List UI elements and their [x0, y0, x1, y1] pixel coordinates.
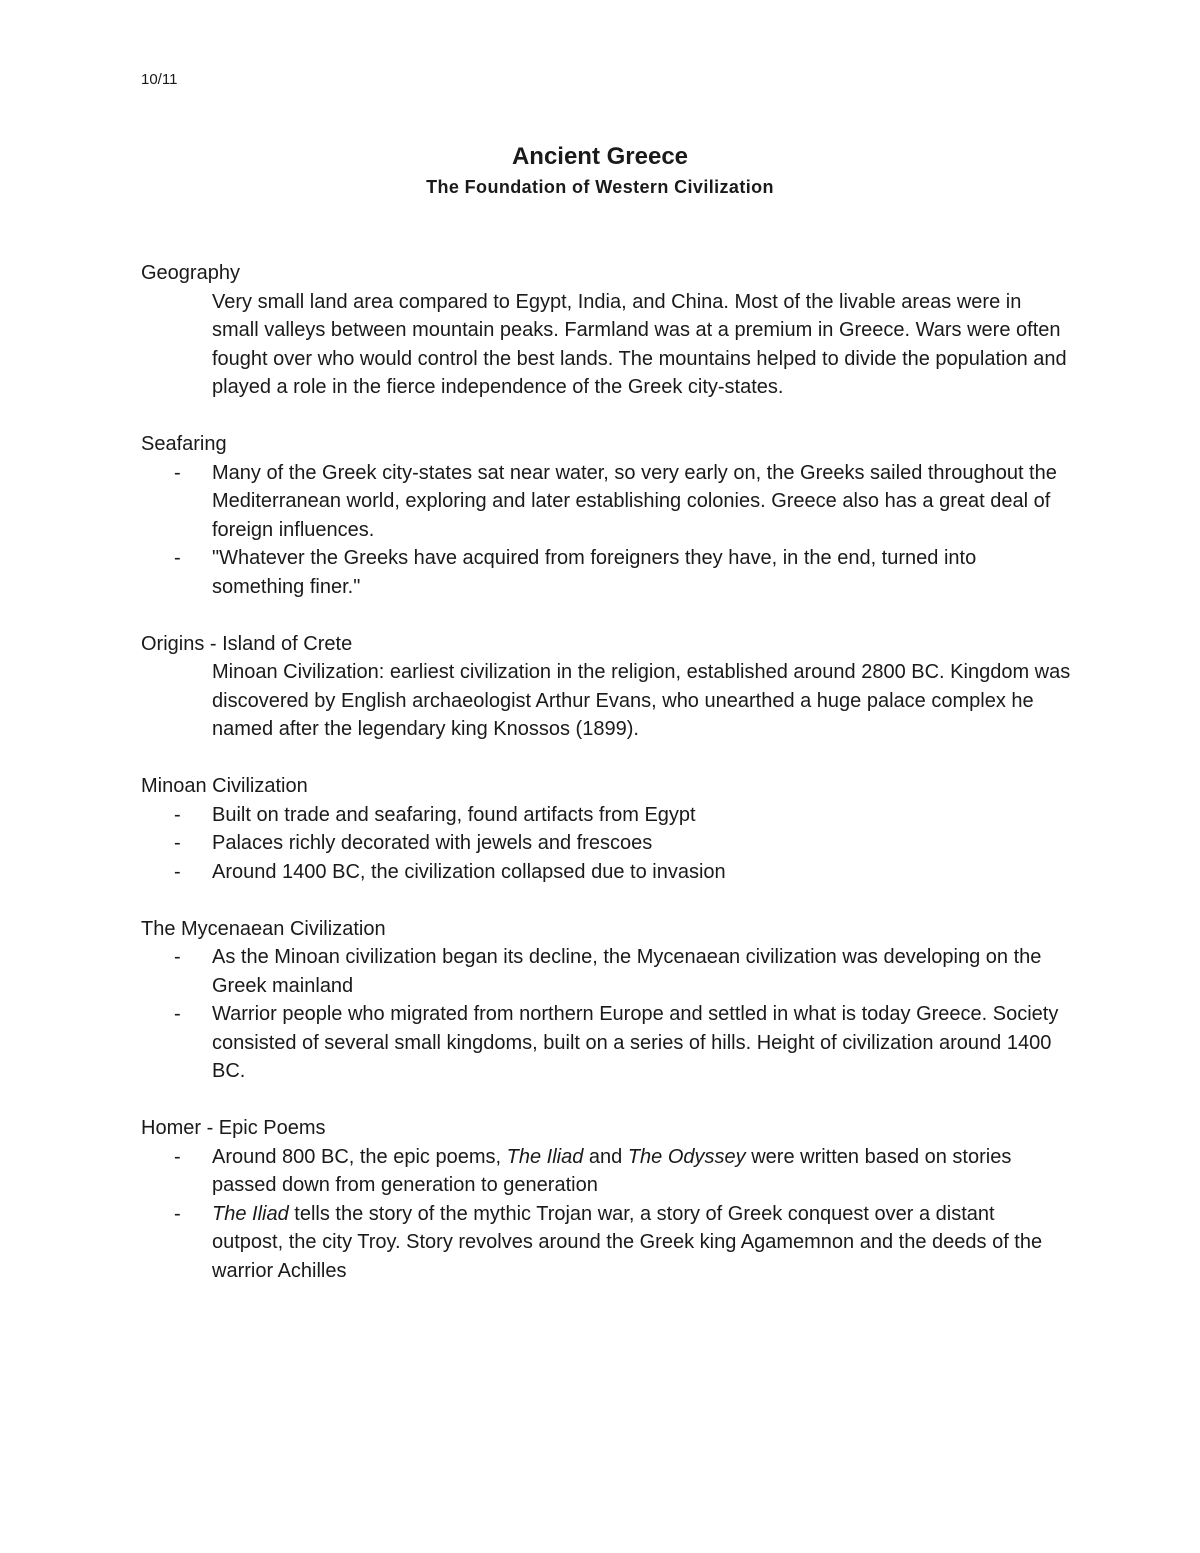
section-heading: Geography [141, 262, 240, 284]
document-subtitle: The Foundation of Western Civilization [426, 177, 774, 197]
section-mycenaean [141, 915, 1071, 1086]
section-heading: The Mycenaean Civilization [141, 917, 386, 940]
bullet-list [141, 1143, 1071, 1286]
section-heading: Origins - Island of Crete [141, 632, 353, 655]
section-heading: Seafaring [141, 433, 227, 455]
section-heading: Minoan Civilization [141, 775, 308, 797]
list-item [141, 858, 1071, 887]
book-title-iliad: The Iliad [212, 1202, 289, 1225]
list-item-text [212, 1146, 1011, 1197]
section-paragraph: Very small land area compared to Egypt, India, and China. Most of the livable areas were in small valleys between mountain peaks. Farmland was at a premium in Greece. Wars were often fought over who would control the best lands. The mountains helped to divide the population and played a role in the fierce independence of the Greek city-states. [212, 290, 1067, 398]
list-item-text [212, 1203, 1042, 1282]
bullet-dash: - [174, 547, 181, 569]
list-item [141, 544, 1071, 601]
list-item [141, 459, 1071, 545]
bullet-dash: - [174, 946, 181, 968]
list-item [141, 801, 1071, 830]
section-paragraph: Minoan Civilization: earliest civilization in the religion, established around 2800 BC. Kingdom was discovered by English archaeologist Arthur Evans, who unearthed a huge palace complex he named after the legendary king Knossos (1899). [212, 661, 1071, 740]
section-geography [141, 259, 1071, 402]
bullet-dash: - [174, 860, 181, 883]
list-item-text: Warrior people who migrated from northern Europe and settled in what is today Greece. Society consisted of several small kingdoms, built on a series of hills. Height of civilization around 1400 BC. [212, 1003, 1059, 1082]
list-item-text: Around 1400 BC, the civilization collapsed due to invasion [212, 860, 726, 883]
section-heading: Homer - Epic Poems [141, 1117, 326, 1139]
bullet-dash: - [174, 1003, 181, 1025]
bullet-dash: - [174, 1202, 181, 1225]
section-minoan [141, 772, 1071, 886]
list-item-text: As the Minoan civilization began its decline, the Mycenaean civilization was developing on the Greek mainland [212, 946, 1042, 997]
list-item-text: Built on trade and seafaring, found artifacts from Egypt [212, 803, 696, 826]
list-item [141, 1143, 1071, 1200]
list-item [141, 1000, 1071, 1086]
bullet-list [141, 943, 1071, 1086]
text-run: and [583, 1145, 628, 1168]
document-date: 10/11 [141, 71, 178, 88]
text-run: Around 800 BC, the epic poems, [212, 1145, 507, 1168]
bullet-dash: - [174, 1145, 181, 1168]
list-item-text: "Whatever the Greeks have acquired from foreigners they have, in the end, turned into something finer." [212, 547, 977, 598]
list-item [141, 1200, 1071, 1286]
bullet-list [141, 459, 1071, 602]
section-origins [141, 630, 1071, 744]
list-item [141, 943, 1071, 1000]
text-run: tells the story of the mythic Trojan war, a story of Greek conquest over a distant outpost, the city Troy. Story revolves around the Greek king Agamemnon and the deeds of the warrior Achilles [212, 1202, 1043, 1282]
document-body [141, 259, 1071, 1314]
section-seafaring [141, 430, 1071, 601]
bullet-dash: - [174, 461, 181, 484]
list-item [141, 829, 1071, 858]
bullet-list [141, 801, 1071, 887]
book-title-odyssey: The Odyssey [627, 1145, 746, 1168]
document-title: Ancient Greece [511, 143, 689, 170]
list-item-text: Palaces richly decorated with jewels and frescoes [212, 832, 653, 854]
text-run: were written based on stories passed down from generation to generation [212, 1145, 1012, 1196]
bullet-dash: - [174, 832, 181, 854]
bullet-dash: - [174, 803, 181, 826]
book-title-iliad: The Iliad [506, 1145, 584, 1168]
list-item-text: Many of the Greek city-states sat near water, so very early on, the Greeks sailed throughout the Mediterranean world, exploring and later establishing colonies. Greece also has a great deal of foreign influences. [212, 461, 1057, 541]
section-homer [141, 1114, 1071, 1285]
